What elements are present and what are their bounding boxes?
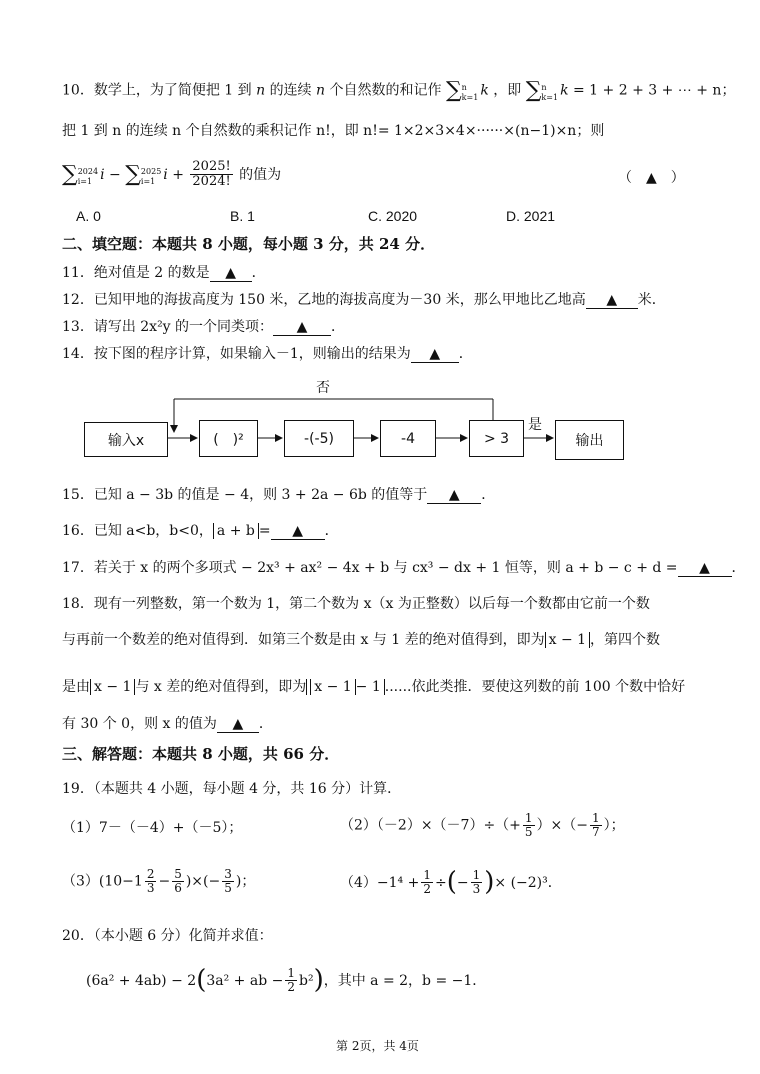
answer-blank[interactable]: ▲ bbox=[271, 523, 325, 540]
sum-symbol-2: ∑n k=1 bbox=[525, 78, 559, 103]
q13: 13．请写出 2x²y 的一个同类项： ▲ ． bbox=[62, 319, 346, 335]
q10-line3: ∑2024 i=1 i − ∑2025 i=1 i + $\frac{2025!}{2024!}$ 的值为 bbox=[62, 159, 282, 190]
q20-expression: (6a² + 4ab) − 2(3a² + ab − $\frac{1}{2}$ b²)，其中 a = 2，b = −1． bbox=[86, 965, 487, 995]
q11: 11．绝对值是 2 的数是 ▲ ． bbox=[62, 265, 266, 281]
q10-n: n bbox=[256, 82, 266, 99]
flow-no-label: 否 bbox=[316, 380, 330, 396]
q19-part2: （2）（－2）×（－7）÷（+ $\frac{1}{5}$ ）×（− $\frac{1}{7}$ ）； bbox=[340, 811, 625, 840]
section-2-heading: 二、填空题：本题共 8 小题，每小题 3 分，共 24 分． bbox=[62, 235, 436, 253]
q18-line2: 与再前一个数差的绝对值得到．如第三个数是由 x 与 1 差的绝对值得到，即为 x − 1 ，第四个数 bbox=[62, 632, 661, 648]
answer-blank[interactable]: ▲ bbox=[411, 346, 459, 363]
q10-text-c: 个自然数的和记作 bbox=[329, 82, 442, 99]
q10-option-b: B. 1 bbox=[230, 208, 255, 224]
abs-value: a + b bbox=[213, 523, 259, 539]
q16: 16．已知 a<b，b<0， a + b = ▲ ． bbox=[62, 523, 339, 539]
q12: 12．已知甲地的海拔高度为 150 米，乙地的海拔高度为－30 米，那么甲地比乙地高 ▲ 米． bbox=[62, 292, 666, 308]
q19-title: 19．（本题共 4 小题，每小题 4 分，共 16 分）计算． bbox=[62, 781, 402, 797]
q10-i2: i bbox=[163, 166, 168, 183]
q10-k: k bbox=[480, 82, 489, 99]
sum-symbol-3: ∑2024 i=1 bbox=[62, 162, 99, 188]
answer-blank[interactable]: ▲ bbox=[586, 292, 638, 309]
flowchart bbox=[0, 0, 760, 470]
q18-line4: 有 30 个 0，则 x 的值为 ▲ ． bbox=[62, 716, 273, 732]
q10-text-e: = 1 + 2 + 3 + ⋯ + n； bbox=[573, 82, 736, 99]
flow-square-box: ( )² bbox=[199, 420, 258, 457]
q19-part1: （1）7－（－4）+（－5）； bbox=[62, 820, 243, 836]
abs-value: x − 1 bbox=[545, 632, 590, 648]
answer-blank[interactable]: ▲ bbox=[678, 560, 732, 577]
q10-fraction: $\frac{2025!}{2024!}$ bbox=[192, 159, 231, 190]
answer-blank[interactable]: ▲ bbox=[427, 487, 481, 504]
nested-abs-value: x − 1 − 1 bbox=[306, 679, 385, 695]
flow-minus4-box: -4 bbox=[380, 420, 436, 457]
q10-option-c: C. 2020 bbox=[368, 208, 418, 224]
q10-n2: n bbox=[316, 82, 326, 99]
q10-k2: k bbox=[560, 82, 569, 99]
sum-symbol: ∑n k=1 bbox=[445, 78, 479, 103]
q17: 17．若关于 x 的两个多项式 − 2x³ + ax² − 4x + b 与 cx³ − dx + 1 恒等，则 a + b − c + d = ▲ ． bbox=[62, 560, 746, 576]
answer-blank[interactable]: ▲ bbox=[273, 319, 331, 336]
q10-option-d: D. 2021 bbox=[506, 208, 556, 224]
abs-value: x − 1 bbox=[90, 679, 135, 695]
flow-compare-box: > 3 bbox=[469, 420, 524, 457]
q10-i: i bbox=[100, 166, 105, 183]
page-footer: 第 2页，共 4页 bbox=[336, 1039, 419, 1053]
q18-line3: 是由 x − 1 与 x 差的绝对值得到，即为 x − 1 − 1 ......依此类推．要使这列数的前 100 个数中恰好 bbox=[62, 679, 686, 695]
flow-output-box: 输出 bbox=[555, 420, 624, 460]
flow-yes-label: 是 bbox=[528, 417, 542, 433]
q10-line2: 把 1 到 n 的连续 n 个自然数的乘积记作 n!，即 n!= 1×2×3×4×······×(n−1)×n；则 bbox=[62, 123, 605, 139]
q10-text-b: 的连续 bbox=[269, 82, 312, 99]
q10-text-a: 10．数学上，为了简便把 1 到 bbox=[62, 82, 252, 99]
q10-answer-mark: （ ▲ ） bbox=[618, 170, 685, 186]
answer-blank[interactable]: ▲ bbox=[210, 265, 252, 282]
q10-text-d: ，即 bbox=[493, 82, 522, 99]
answer-blank[interactable]: ▲ bbox=[217, 716, 259, 733]
q14: 14．按下图的程序计算，如果输入－1，则输出的结果为 ▲ ． bbox=[62, 346, 473, 362]
q19-part3: （3）(10−1 $\frac{2}{3}$ − $\frac{5}{6}$ )×(− $\frac{3}{5}$ )； bbox=[62, 867, 256, 896]
q10-option-a: A. 0 bbox=[76, 208, 101, 224]
q20-title: 20．（本小题 6 分）化简并求值： bbox=[62, 928, 273, 944]
q15: 15．已知 a − 3b 的值是 − 4，则 3 + 2a − 6b 的值等于 ▲ ． bbox=[62, 487, 496, 503]
flow-input-box: 输入x bbox=[84, 422, 168, 457]
q18-line1: 18．现有一列整数，第一个数为 1，第二个数为 x（x 为正整数）以后每一个数都由它前一个数 bbox=[62, 596, 650, 612]
sum-symbol-4: ∑2025 i=1 bbox=[125, 162, 162, 188]
flowchart-arrows bbox=[0, 0, 760, 470]
q10-tail: 的值为 bbox=[239, 166, 282, 183]
section-3-heading: 三、解答题：本题共 8 小题，共 66 分． bbox=[62, 745, 340, 763]
flow-add5-box: -(-5) bbox=[284, 420, 354, 457]
q19-part4: （4）−1⁴ + $\frac{1}{2}$ ÷(− $\frac{1}{3}$ )× (−2)³． bbox=[340, 867, 562, 897]
